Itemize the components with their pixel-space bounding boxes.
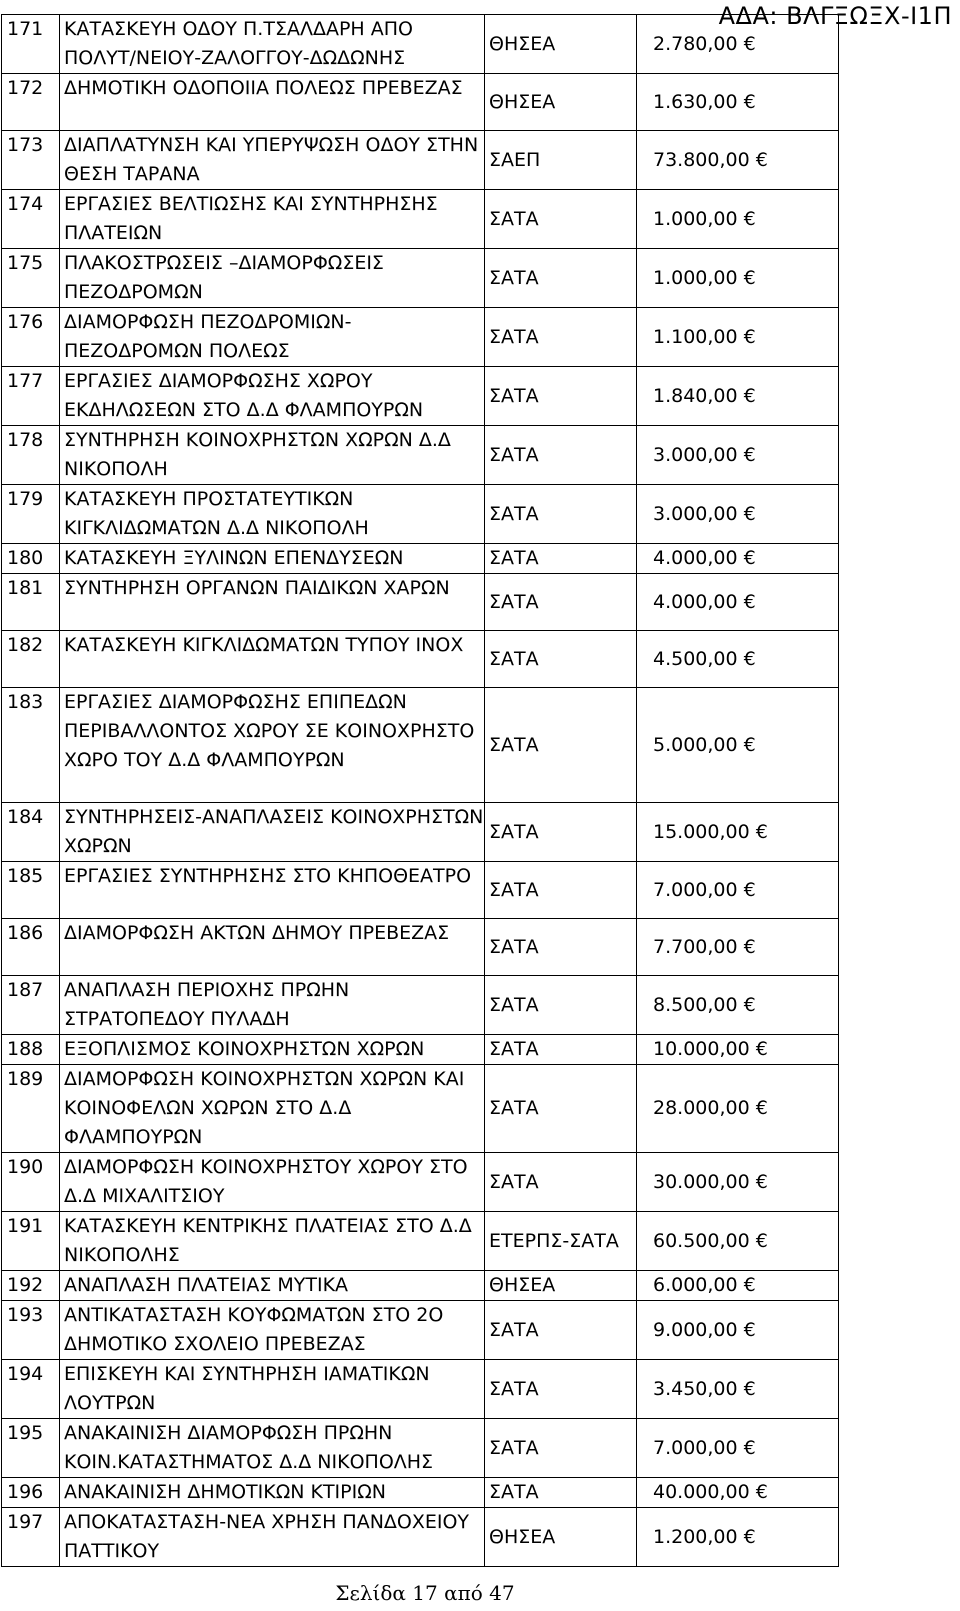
table-row [2, 803, 839, 862]
row-funding-source: ΣΑΤΑ [485, 976, 637, 1035]
row-number: 193 [2, 1301, 60, 1360]
row-description: ΕΡΓΑΣΙΕΣ ΔΙΑΜΟΡΦΩΣΗΣ ΕΠΙΠΕΔΩΝ ΠΕΡΙΒΑΛΛΟΝΤΟΣ ΧΩΡΟΥ ΣΕ ΚΟΙΝΟΧΡΗΣΤΟ ΧΩΡΟ ΤΟΥ Δ.Δ ΦΛΑΜΠΟΥΡΩΝ [60, 688, 485, 803]
row-number: 178 [2, 426, 60, 485]
row-description: ΣΥΝΤΗΡΗΣΗ ΚΟΙΝΟΧΡΗΣΤΩΝ ΧΩΡΩΝ Δ.Δ ΝΙΚΟΠΟΛΗ [60, 426, 485, 485]
row-funding-source: ΣΑΤΑ [485, 919, 637, 976]
row-description: ΕΠΙΣΚΕΥΗ ΚΑΙ ΣΥΝΤΗΡΗΣΗ ΙΑΜΑΤΙΚΩΝ ΛΟΥΤΡΩΝ [60, 1360, 485, 1419]
row-description: ΑΝΤΙΚΑΤΑΣΤΑΣΗ ΚΟΥΦΩΜΑΤΩΝ ΣΤΟ 2Ο ΔΗΜΟΤΙΚΟ ΣΧΟΛΕΙΟ ΠΡΕΒΕΖΑΣ [60, 1301, 485, 1360]
row-amount: 1.100,00 € [637, 308, 839, 367]
table-row [2, 426, 839, 485]
row-number: 192 [2, 1271, 60, 1301]
table-row [2, 1153, 839, 1212]
row-description: ΔΙΑΜΟΡΦΩΣΗ ΚΟΙΝΟΧΡΗΣΤΟΥ ΧΩΡΟΥ ΣΤΟ Δ.Δ ΜΙΧΑΛΙΤΣΙΟΥ [60, 1153, 485, 1212]
row-funding-source: ΣΑΕΠ [485, 131, 637, 190]
row-number: 171 [2, 15, 60, 74]
row-number: 190 [2, 1153, 60, 1212]
table-row [2, 631, 839, 688]
row-number: 179 [2, 485, 60, 544]
row-amount: 7.700,00 € [637, 919, 839, 976]
row-number: 183 [2, 688, 60, 803]
row-amount: 15.000,00 € [637, 803, 839, 862]
table-row [2, 688, 839, 803]
table-row [2, 1360, 839, 1419]
row-number: 191 [2, 1212, 60, 1271]
row-description: ΔΙΑΜΟΡΦΩΣΗ ΑΚΤΩΝ ΔΗΜΟΥ ΠΡΕΒΕΖΑΣ [60, 919, 485, 976]
row-amount: 30.000,00 € [637, 1153, 839, 1212]
page-footer: Σελίδα 17 από 47 [335, 1581, 515, 1605]
row-description: ΚΑΤΑΣΚΕΥΗ ΠΡΟΣΤΑΤΕΥΤΙΚΩΝ ΚΙΓΚΛΙΔΩΜΑΤΩΝ Δ.Δ ΝΙΚΟΠΟΛΗ [60, 485, 485, 544]
row-amount: 40.000,00 € [637, 1478, 839, 1508]
row-amount: 4.000,00 € [637, 574, 839, 631]
row-description: ΑΝΑΠΛΑΣΗ ΠΕΡΙΟΧΗΣ ΠΡΩΗΝ ΣΤΡΑΤΟΠΕΔΟΥ ΠΥΛΑΔΗ [60, 976, 485, 1035]
row-description: ΔΙΑΠΛΑΤΥΝΣΗ ΚΑΙ ΥΠΕΡΥΨΩΣΗ ΟΔΟΥ ΣΤΗΝ ΘΕΣΗ ΤΑΡΑΝΑ [60, 131, 485, 190]
row-number: 184 [2, 803, 60, 862]
row-funding-source: ΣΑΤΑ [485, 249, 637, 308]
table-row [2, 1508, 839, 1567]
row-funding-source: ΣΑΤΑ [485, 1035, 637, 1065]
row-number: 181 [2, 574, 60, 631]
row-description: ΑΠΟΚΑΤΑΣΤΑΣΗ-ΝΕΑ ΧΡΗΣΗ ΠΑΝΔΟΧΕΙΟΥ ΠΑΤΤΙΚΟΥ [60, 1508, 485, 1567]
table-row [2, 976, 839, 1035]
table-row [2, 131, 839, 190]
row-description: ΚΑΤΑΣΚΕΥΗ ΟΔΟΥ Π.ΤΣΑΛΔΑΡΗ ΑΠΟ ΠΟΛΥΤ/ΝΕΙΟΥ-ΖΑΛΟΓΓΟΥ-ΔΩΔΩΝΗΣ [60, 15, 485, 74]
table-row [2, 1065, 839, 1153]
row-description: ΔΙΑΜΟΡΦΩΣΗ ΠΕΖΟΔΡΟΜΙΩΝ-ΠΕΖΟΔΡΟΜΩΝ ΠΟΛΕΩΣ [60, 308, 485, 367]
row-number: 172 [2, 74, 60, 131]
row-description: ΑΝΑΚΑΙΝΙΣΗ ΔΗΜΟΤΙΚΩΝ ΚΤΙΡΙΩΝ [60, 1478, 485, 1508]
row-number: 186 [2, 919, 60, 976]
table-row [2, 74, 839, 131]
table-row [2, 308, 839, 367]
row-amount: 2.780,00 € [637, 15, 839, 74]
row-description: ΔΙΑΜΟΡΦΩΣΗ ΚΟΙΝΟΧΡΗΣΤΩΝ ΧΩΡΩΝ ΚΑΙ ΚΟΙΝΟΦΕΛΩΝ ΧΩΡΩΝ ΣΤΟ Δ.Δ ΦΛΑΜΠΟΥΡΩΝ [60, 1065, 485, 1153]
table-row [2, 190, 839, 249]
row-funding-source: ΣΑΤΑ [485, 426, 637, 485]
row-funding-source: ΘΗΣΕΑ [485, 1271, 637, 1301]
table-row [2, 544, 839, 574]
row-number: 196 [2, 1478, 60, 1508]
row-number: 174 [2, 190, 60, 249]
table-row [2, 1035, 839, 1065]
row-amount: 60.500,00 € [637, 1212, 839, 1271]
row-amount: 3.450,00 € [637, 1360, 839, 1419]
row-funding-source: ΣΑΤΑ [485, 1360, 637, 1419]
row-amount: 1.000,00 € [637, 249, 839, 308]
row-amount: 1.200,00 € [637, 1508, 839, 1567]
row-amount: 9.000,00 € [637, 1301, 839, 1360]
row-funding-source: ΣΑΤΑ [485, 308, 637, 367]
row-number: 188 [2, 1035, 60, 1065]
row-funding-source: ΣΑΤΑ [485, 862, 637, 919]
table-row [2, 919, 839, 976]
row-description: ΕΡΓΑΣΙΕΣ ΒΕΛΤΙΩΣΗΣ ΚΑΙ ΣΥΝΤΗΡΗΣΗΣ ΠΛΑΤΕΙΩΝ [60, 190, 485, 249]
row-amount: 6.000,00 € [637, 1271, 839, 1301]
row-funding-source: ΣΑΤΑ [485, 1478, 637, 1508]
row-funding-source: ΣΑΤΑ [485, 1065, 637, 1153]
budget-table-body [2, 15, 839, 1567]
row-number: 194 [2, 1360, 60, 1419]
table-row [2, 15, 839, 74]
row-amount: 28.000,00 € [637, 1065, 839, 1153]
row-amount: 3.000,00 € [637, 485, 839, 544]
row-number: 175 [2, 249, 60, 308]
row-funding-source: ΣΑΤΑ [485, 631, 637, 688]
row-amount: 10.000,00 € [637, 1035, 839, 1065]
row-description: ΔΗΜΟΤΙΚΗ ΟΔΟΠΟΙΙΑ ΠΟΛΕΩΣ ΠΡΕΒΕΖΑΣ [60, 74, 485, 131]
table-row [2, 1301, 839, 1360]
row-funding-source: ΕΤΕΡΠΣ-ΣΑΤΑ [485, 1212, 637, 1271]
row-description: ΣΥΝΤΗΡΗΣΗ ΟΡΓΑΝΩΝ ΠΑΙΔΙΚΩΝ ΧΑΡΩΝ [60, 574, 485, 631]
row-amount: 7.000,00 € [637, 1419, 839, 1478]
table-row [2, 1212, 839, 1271]
row-number: 173 [2, 131, 60, 190]
row-number: 197 [2, 1508, 60, 1567]
row-funding-source: ΣΑΤΑ [485, 190, 637, 249]
row-description: ΕΞΟΠΛΙΣΜΟΣ ΚΟΙΝΟΧΡΗΣΤΩΝ ΧΩΡΩΝ [60, 1035, 485, 1065]
budget-table [1, 14, 839, 1567]
table-row [2, 862, 839, 919]
table-row [2, 485, 839, 544]
row-funding-source: ΣΑΤΑ [485, 367, 637, 426]
row-amount: 8.500,00 € [637, 976, 839, 1035]
table-row [2, 249, 839, 308]
row-amount: 4.500,00 € [637, 631, 839, 688]
row-funding-source: ΘΗΣΕΑ [485, 1508, 637, 1567]
row-amount: 1.840,00 € [637, 367, 839, 426]
row-description: ΠΛΑΚΟΣΤΡΩΣΕΙΣ –ΔΙΑΜΟΡΦΩΣΕΙΣ ΠΕΖΟΔΡΟΜΩΝ [60, 249, 485, 308]
row-description: ΕΡΓΑΣΙΕΣ ΣΥΝΤΗΡΗΣΗΣ ΣΤΟ ΚΗΠΟΘΕΑΤΡΟ [60, 862, 485, 919]
row-description: ΕΡΓΑΣΙΕΣ ΔΙΑΜΟΡΦΩΣΗΣ ΧΩΡΟΥ ΕΚΔΗΛΩΣΕΩΝ ΣΤΟ Δ.Δ ΦΛΑΜΠΟΥΡΩΝ [60, 367, 485, 426]
table-row [2, 574, 839, 631]
table-row [2, 367, 839, 426]
row-number: 189 [2, 1065, 60, 1153]
row-description: ΣΥΝΤΗΡΗΣΕΙΣ-ΑΝΑΠΛΑΣΕΙΣ ΚΟΙΝΟΧΡΗΣΤΩΝ ΧΩΡΩΝ [60, 803, 485, 862]
row-amount: 4.000,00 € [637, 544, 839, 574]
row-funding-source: ΘΗΣΕΑ [485, 74, 637, 131]
table-row [2, 1419, 839, 1478]
row-funding-source: ΣΑΤΑ [485, 1419, 637, 1478]
row-funding-source: ΘΗΣΕΑ [485, 15, 637, 74]
row-description: ΑΝΑΠΛΑΣΗ ΠΛΑΤΕΙΑΣ ΜΥΤΙΚΑ [60, 1271, 485, 1301]
row-amount: 73.800,00 € [637, 131, 839, 190]
row-funding-source: ΣΑΤΑ [485, 688, 637, 803]
row-funding-source: ΣΑΤΑ [485, 544, 637, 574]
row-number: 187 [2, 976, 60, 1035]
row-description: ΚΑΤΑΣΚΕΥΗ ΚΙΓΚΛΙΔΩΜΑΤΩΝ ΤΥΠΟΥ ΙΝΟΧ [60, 631, 485, 688]
row-amount: 7.000,00 € [637, 862, 839, 919]
row-amount: 5.000,00 € [637, 688, 839, 803]
ada-header: ΑΔΑ: ΒΛΓΞΩΞΧ-Ι1Π [718, 2, 952, 30]
row-number: 180 [2, 544, 60, 574]
row-amount: 3.000,00 € [637, 426, 839, 485]
table-row [2, 1478, 839, 1508]
row-number: 185 [2, 862, 60, 919]
row-description: ΑΝΑΚΑΙΝΙΣΗ ΔΙΑΜΟΡΦΩΣΗ ΠΡΩΗΝ ΚΟΙΝ.ΚΑΤΑΣΤΗΜΑΤΟΣ Δ.Δ ΝΙΚΟΠΟΛΗΣ [60, 1419, 485, 1478]
row-funding-source: ΣΑΤΑ [485, 1301, 637, 1360]
row-number: 195 [2, 1419, 60, 1478]
row-funding-source: ΣΑΤΑ [485, 485, 637, 544]
row-number: 177 [2, 367, 60, 426]
row-funding-source: ΣΑΤΑ [485, 803, 637, 862]
row-amount: 1.000,00 € [637, 190, 839, 249]
row-amount: 1.630,00 € [637, 74, 839, 131]
row-description: ΚΑΤΑΣΚΕΥΗ ΞΥΛΙΝΩΝ ΕΠΕΝΔΥΣΕΩΝ [60, 544, 485, 574]
row-number: 182 [2, 631, 60, 688]
row-description: ΚΑΤΑΣΚΕΥΗ ΚΕΝΤΡΙΚΗΣ ΠΛΑΤΕΙΑΣ ΣΤΟ Δ.Δ ΝΙΚΟΠΟΛΗΣ [60, 1212, 485, 1271]
row-funding-source: ΣΑΤΑ [485, 574, 637, 631]
table-row [2, 1271, 839, 1301]
row-funding-source: ΣΑΤΑ [485, 1153, 637, 1212]
row-number: 176 [2, 308, 60, 367]
